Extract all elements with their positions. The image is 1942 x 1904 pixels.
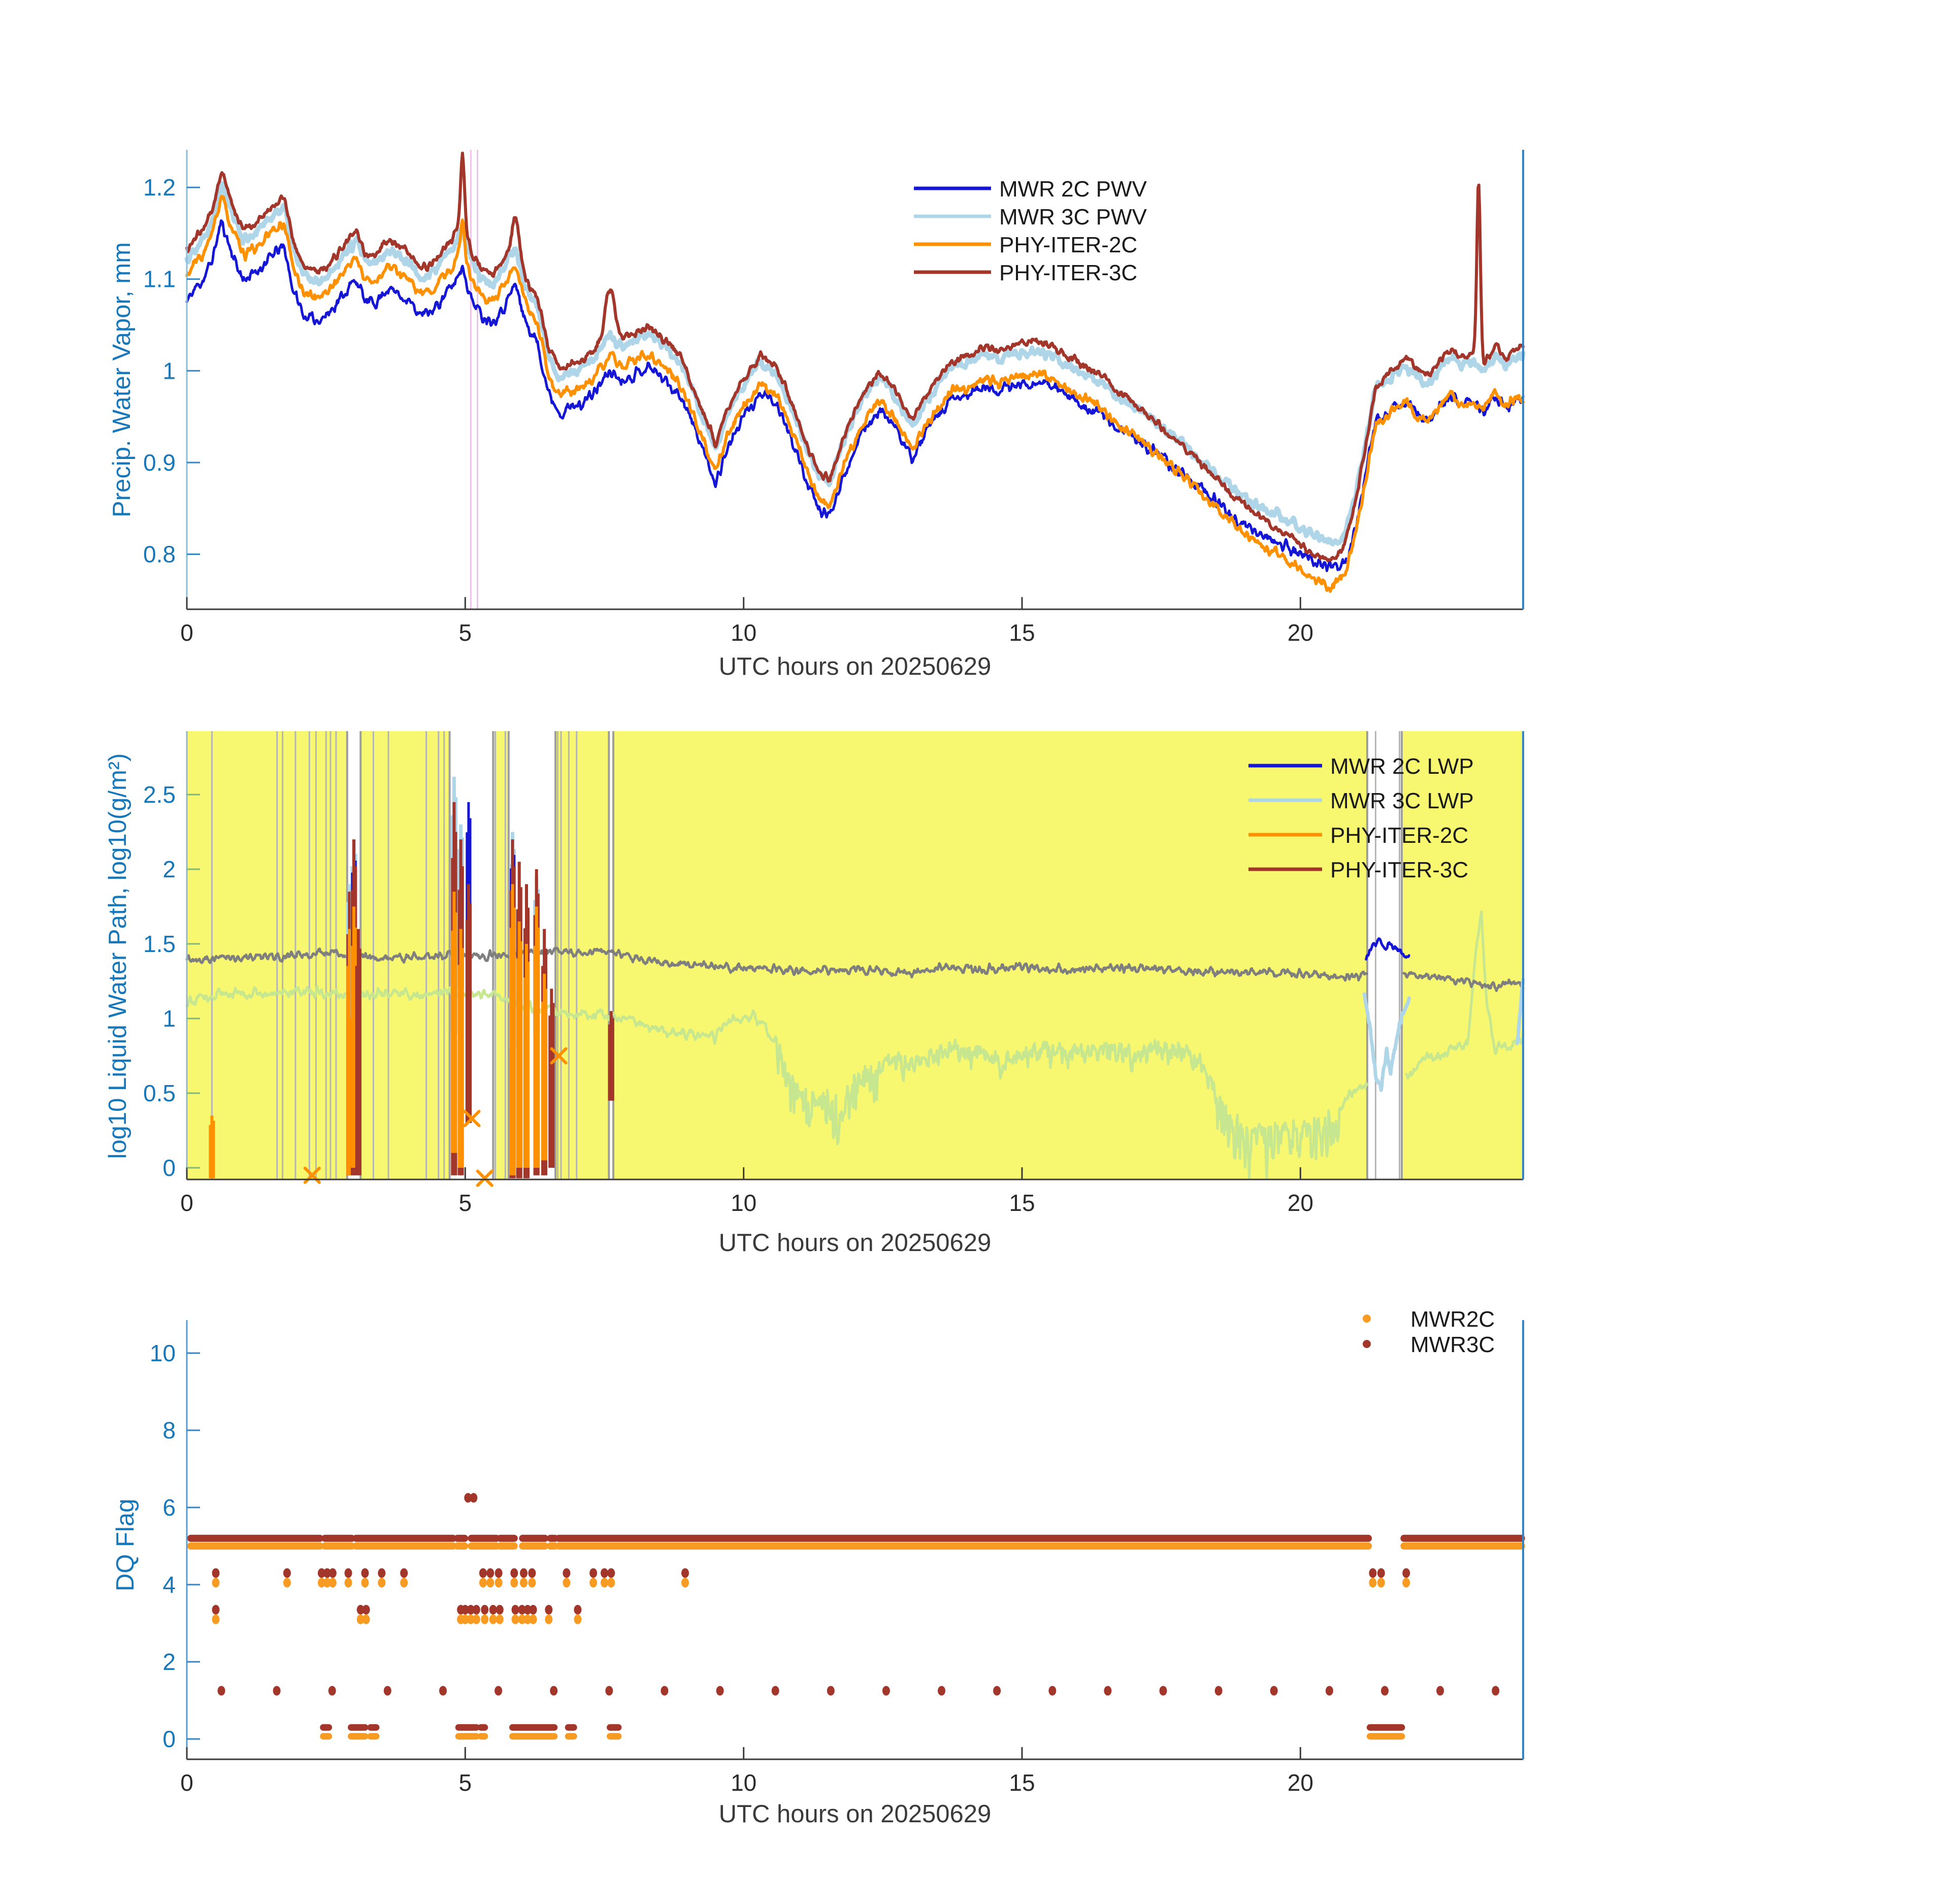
scatter-dot	[345, 1568, 352, 1578]
scatter-dot	[574, 1605, 581, 1615]
y-tick-label: 0	[162, 1155, 176, 1181]
y-tick-label: 2.5	[143, 781, 176, 808]
y-tick-label: 1.1	[143, 266, 176, 292]
scatter-dot	[283, 1578, 291, 1588]
scatter-dot	[882, 1686, 890, 1696]
scatter-dot	[607, 1578, 615, 1588]
scatter-dot	[489, 1615, 497, 1624]
scatter-dot	[530, 1605, 537, 1615]
legend-label: PHY-ITER-3C	[999, 260, 1138, 285]
series-line	[187, 196, 1523, 591]
scatter-dot	[827, 1686, 835, 1696]
y-tick-label: 10	[149, 1340, 176, 1366]
scatter-dot	[1492, 1686, 1499, 1696]
scatter-dot	[545, 1605, 552, 1615]
y-tick-label: 1.2	[143, 174, 176, 201]
scatter-dot	[1377, 1578, 1385, 1588]
legend-label: MWR 3C LWP	[1330, 789, 1474, 813]
scatter-dot	[938, 1686, 945, 1696]
scatter-dot	[479, 1578, 487, 1588]
scatter-dot	[563, 1578, 570, 1588]
scatter-dot	[772, 1686, 779, 1696]
y-tick-label: 0.8	[143, 541, 176, 568]
series-line	[187, 183, 1523, 544]
y-tick-label: 1	[162, 357, 176, 384]
x-tick-label: 10	[731, 1769, 757, 1796]
scatter-dot	[496, 1605, 504, 1615]
scatter-dot	[378, 1578, 385, 1588]
scatter-dot	[363, 1615, 370, 1624]
y-tick-label: 6	[162, 1494, 176, 1521]
scatter-dot	[1377, 1568, 1385, 1578]
scatter-dot	[486, 1568, 494, 1578]
x-tick-label: 15	[1009, 619, 1035, 646]
scatter-dot	[1104, 1686, 1111, 1696]
scatter-dot	[212, 1615, 220, 1624]
y-tick-label: 2	[162, 1649, 176, 1675]
scatter-dot	[1048, 1686, 1056, 1696]
y-tick-label: 0	[162, 1726, 176, 1752]
x-tick-label: 20	[1287, 619, 1313, 646]
scatter-dot	[589, 1568, 597, 1578]
scatter-dot	[273, 1686, 281, 1696]
scatter-dot	[601, 1568, 608, 1578]
legend-label: MWR 3C PWV	[999, 205, 1147, 229]
scatter-dot	[530, 1615, 537, 1624]
scatter-dot	[510, 1568, 518, 1578]
y-tick-label: 1	[162, 1005, 176, 1032]
scatter-dot	[212, 1568, 220, 1578]
y-tick-label: 4	[162, 1571, 176, 1598]
scatter-dot	[400, 1578, 408, 1588]
scatter-dot	[481, 1605, 488, 1615]
legend-label: MWR 2C LWP	[1330, 754, 1474, 779]
scatter-dot	[510, 1578, 518, 1588]
legend-label: PHY-ITER-3C	[1330, 858, 1469, 882]
scatter-dot	[328, 1686, 336, 1696]
y-tick-label: 0.5	[143, 1080, 176, 1106]
scatter-dot	[470, 1493, 477, 1503]
scatter-dot	[1270, 1686, 1278, 1696]
legend-label: MWR 2C PWV	[999, 177, 1147, 202]
y-tick-label: 2	[162, 856, 176, 882]
dq-ylabel: DQ Flag	[112, 1498, 139, 1592]
scatter-dot	[1326, 1686, 1333, 1696]
scatter-dot	[1436, 1686, 1444, 1696]
lwp-ylabel: log10 Liquid Water Path, log10(g/m²)	[104, 753, 131, 1159]
x-tick-label: 15	[1009, 1190, 1035, 1216]
pwv-xlabel: UTC hours on 20250629	[718, 653, 992, 680]
series-line	[187, 153, 1523, 561]
scatter-dot	[283, 1568, 291, 1578]
scatter-dot	[589, 1578, 597, 1588]
y-tick-label: 8	[162, 1417, 176, 1443]
scatter-dot	[607, 1568, 615, 1578]
scatter-dot	[496, 1615, 504, 1624]
scatter-dot	[1381, 1686, 1389, 1696]
scatter-dot	[361, 1578, 369, 1588]
legend-label: MWR2C	[1410, 1307, 1495, 1332]
x-tick-label: 0	[180, 1190, 193, 1216]
scatter-dot	[361, 1568, 369, 1578]
scatter-dot	[528, 1568, 536, 1578]
band	[187, 731, 1523, 1179]
scatter-dot	[329, 1578, 337, 1588]
legend-label: MWR3C	[1410, 1332, 1495, 1357]
scatter-dot	[528, 1578, 536, 1588]
scatter-dot	[993, 1686, 1001, 1696]
scatter-dot	[439, 1686, 447, 1696]
x-tick-label: 0	[180, 1769, 193, 1796]
scatter-dot	[1402, 1578, 1410, 1588]
legend-label: PHY-ITER-2C	[1330, 823, 1469, 848]
scatter-dot	[605, 1686, 613, 1696]
scatter-dot	[212, 1605, 220, 1615]
dq-xlabel: UTC hours on 20250629	[718, 1800, 992, 1828]
lwp-xlabel: UTC hours on 20250629	[718, 1229, 992, 1257]
scatter-dot	[495, 1568, 503, 1578]
scatter-dot	[486, 1578, 494, 1588]
scatter-dot	[473, 1605, 480, 1615]
scatter-dot	[512, 1615, 519, 1624]
legend-label: PHY-ITER-2C	[999, 233, 1138, 257]
scatter-dot	[329, 1568, 337, 1578]
scatter-dot	[681, 1578, 689, 1588]
x-tick-label: 5	[458, 1190, 472, 1216]
scatter-dot	[550, 1686, 557, 1696]
scatter-dot	[661, 1686, 668, 1696]
x-tick-label: 10	[731, 619, 757, 646]
scatter-dot	[1369, 1578, 1376, 1588]
scatter-dot	[520, 1568, 528, 1578]
scatter-dot	[384, 1686, 391, 1696]
scatter-dot	[489, 1605, 497, 1615]
x-tick-label: 20	[1287, 1769, 1313, 1796]
scatter-dot	[400, 1568, 408, 1578]
scatter-dot	[574, 1615, 581, 1624]
scatter-dot	[512, 1605, 519, 1615]
y-tick-label: 0.9	[143, 449, 176, 476]
scatter-dot	[495, 1578, 503, 1588]
x-tick-label: 10	[731, 1190, 757, 1216]
scatter-dot	[601, 1578, 608, 1588]
x-tick-label: 20	[1287, 1190, 1313, 1216]
series-line	[187, 221, 1523, 571]
x-tick-label: 0	[180, 619, 193, 646]
scatter-dot	[1363, 1340, 1371, 1348]
scatter-dot	[363, 1605, 370, 1615]
scatter-dot	[545, 1615, 552, 1624]
scatter-dot	[1369, 1568, 1376, 1578]
scatter-dot	[345, 1578, 352, 1588]
scatter-dot	[1363, 1315, 1371, 1323]
scatter-dot	[520, 1578, 528, 1588]
scatter-dot	[218, 1686, 225, 1696]
scatter-dot	[681, 1568, 689, 1578]
pwv-ylabel: Precip. Water Vapor, mm	[108, 242, 136, 517]
scatter-dot	[1160, 1686, 1167, 1696]
scatter-dot	[1402, 1568, 1410, 1578]
x-tick-label: 5	[458, 619, 472, 646]
scatter-dot	[378, 1568, 385, 1578]
scatter-dot	[495, 1686, 502, 1696]
x-tick-label: 5	[458, 1769, 472, 1796]
y-tick-label: 1.5	[143, 931, 176, 957]
scatter-dot	[473, 1615, 480, 1624]
scatter-dot	[1215, 1686, 1223, 1696]
scatter-dot	[716, 1686, 724, 1696]
scatter-dot	[479, 1568, 487, 1578]
x-tick-label: 15	[1009, 1769, 1035, 1796]
scatter-dot	[563, 1568, 570, 1578]
scatter-dot	[212, 1578, 220, 1588]
scatter-dot	[481, 1615, 488, 1624]
